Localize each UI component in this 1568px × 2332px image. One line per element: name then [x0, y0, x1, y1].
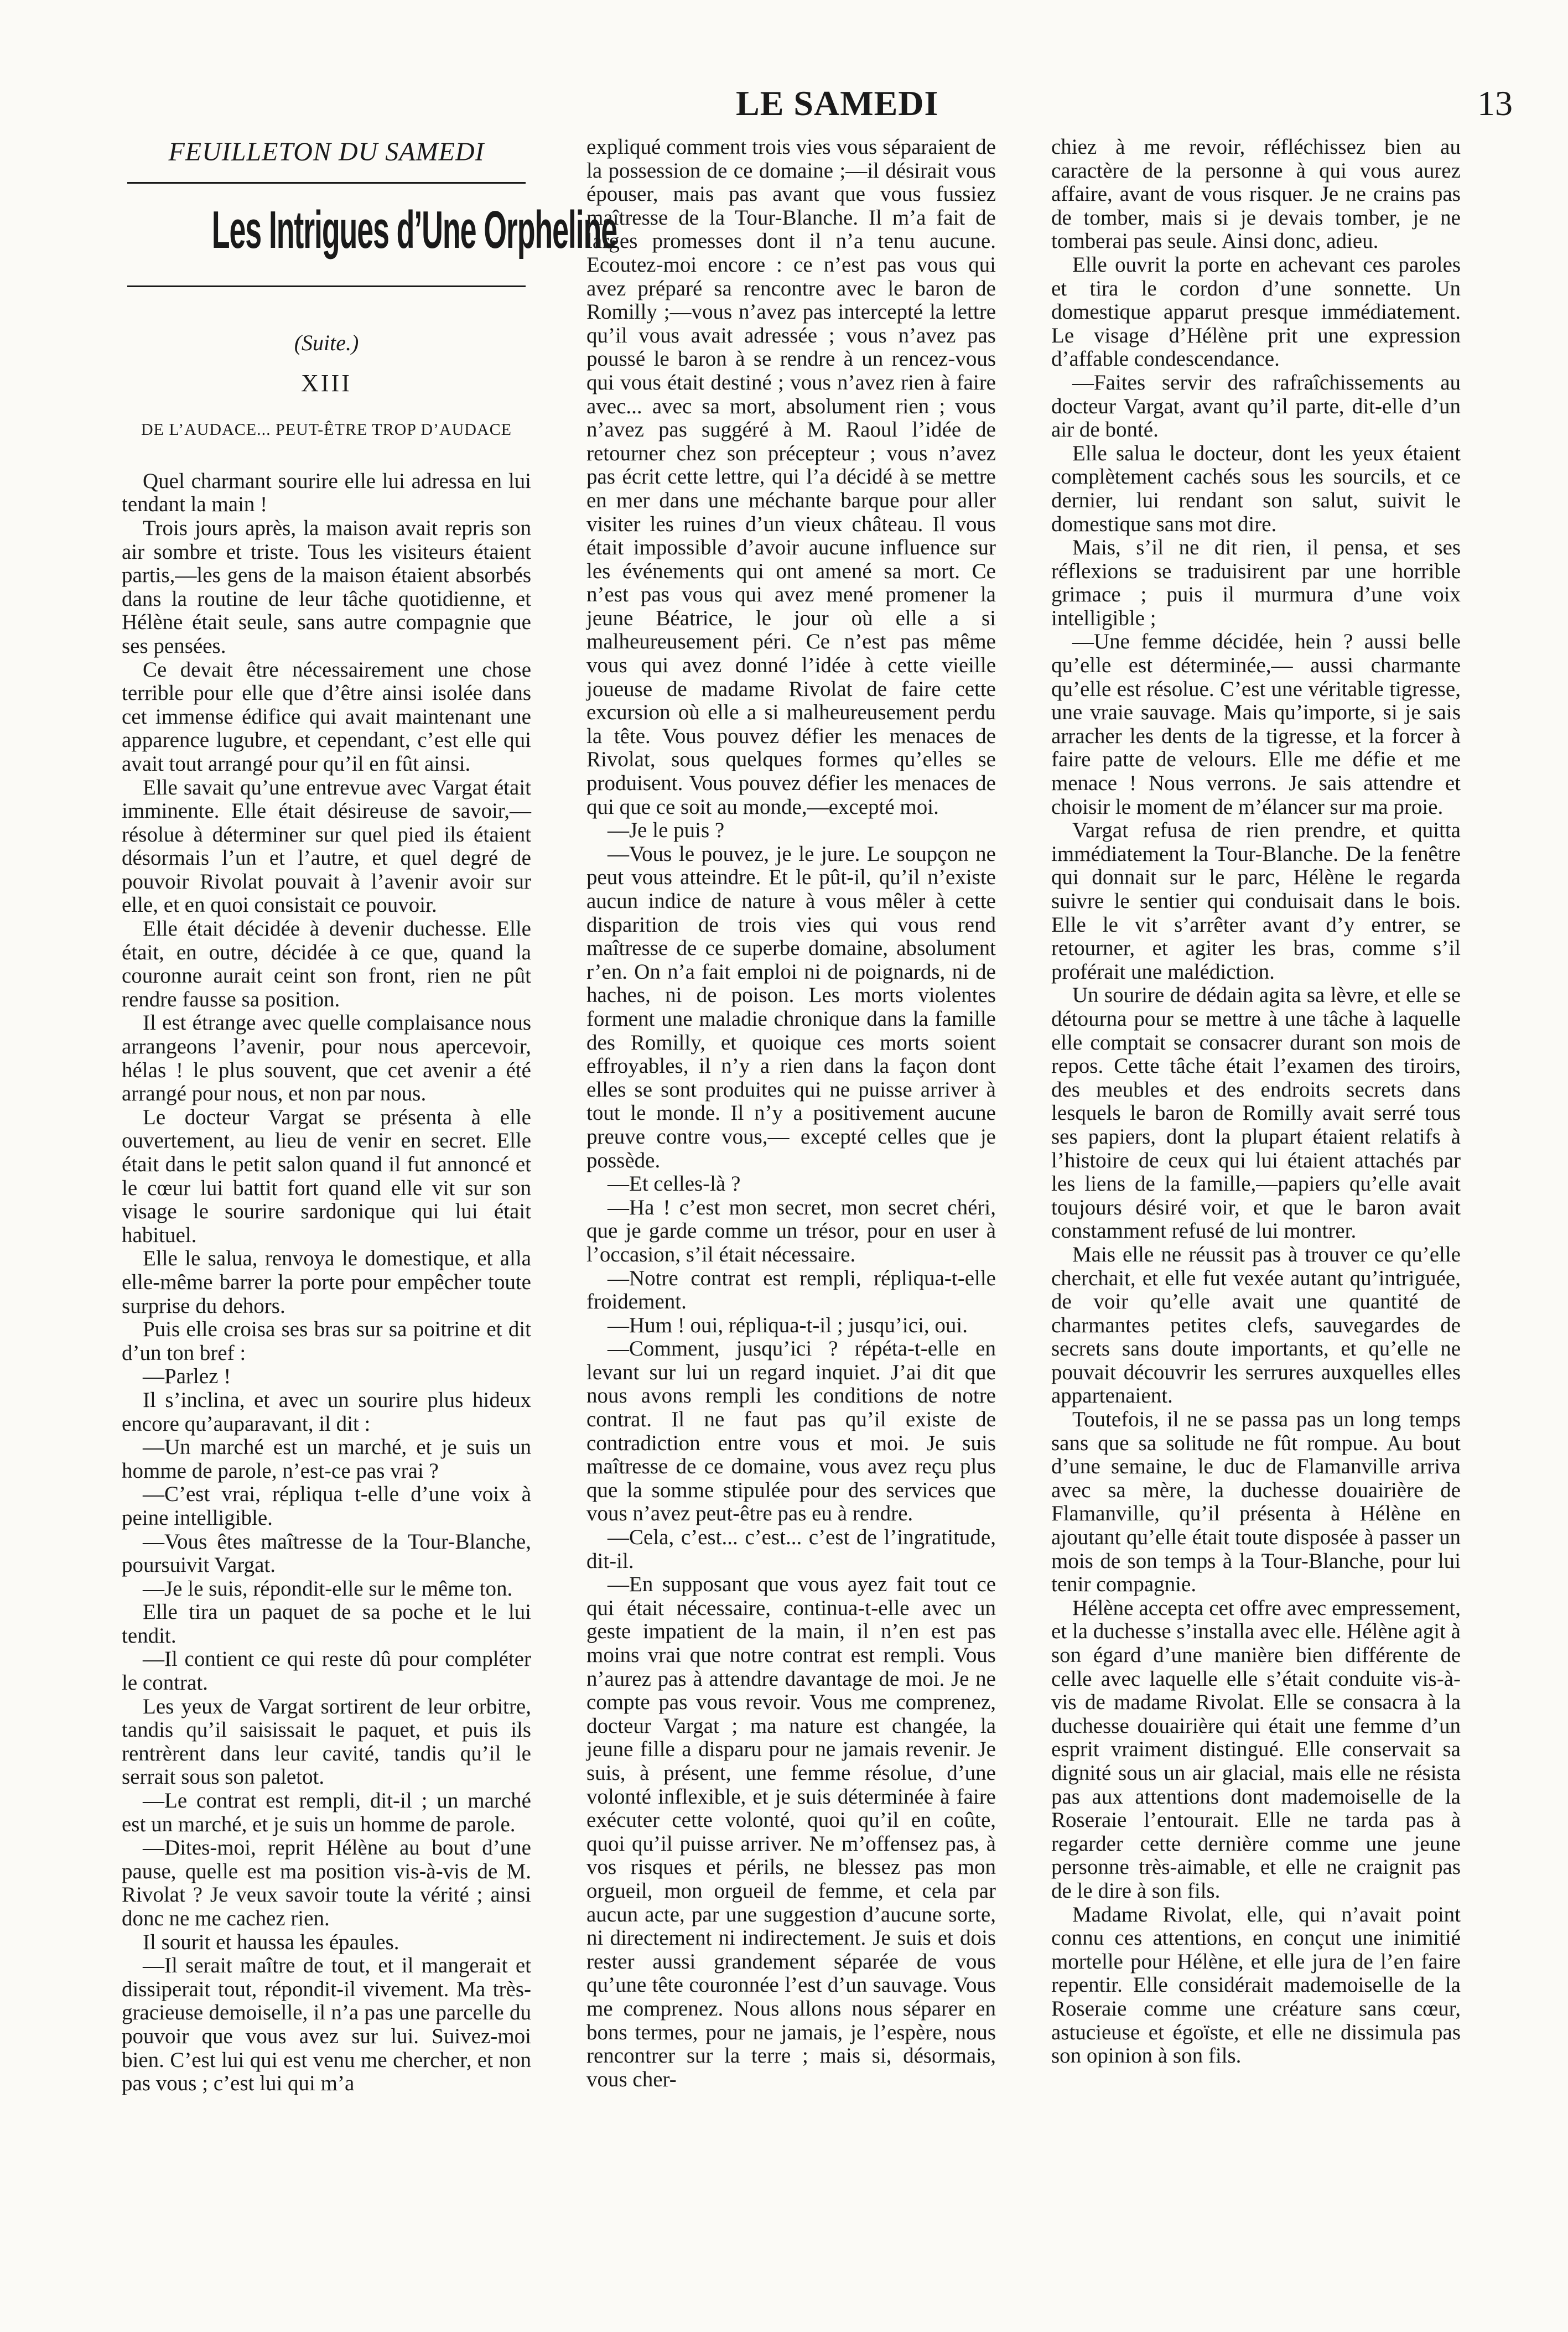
paragraph: —Dites-moi, reprit Hélène au bout d’une pause, quelle est ma position vis-à-vis de M. Rivolat ? Je veux savoir toute la vérité ; ainsi donc ne me cachez rien.: [122, 1836, 531, 1930]
paragraph: —Ha ! c’est mon secret, mon secret chéri, que je garde comme un trésor, pour en user à l’occasion, s’il était nécessaire.: [586, 1195, 996, 1266]
paragraph: Trois jours après, la maison avait repris son air sombre et triste. Tous les visiteurs étaient partis,—les gens de la maison étaient absorbés dans la routine de leur tâche quotidienne, et Hélène était seule, sans autre compagnie que ses pensées.: [122, 516, 531, 658]
paragraph: Mais, s’il ne dit rien, il pensa, et ses réflexions se traduisirent par une horrible grimace ; puis il murmura d’une voix intelligible ;: [1051, 536, 1461, 630]
suite-label: (Suite.): [294, 330, 359, 355]
paragraph: —Parlez !: [143, 1364, 231, 1389]
paragraph: Un sourire de dédain agita sa lèvre, et elle se détourna pour se mettre à une tâche à laquelle elle comptait se consacrer durant son mois de repos. Cette tâche était l’examen des tiroirs, des meubles et des endroits secrets dans lesquels le baron de Romilly avait serré tous ses papiers, dont la plupart étaient relatifs à l’histoire de ceux qui lui étaient attachés par les liens de la famille,—papiers qu’elle avait toujours désiré voir, et que le baron avait constamment refusé de lui montrer.: [1051, 983, 1461, 1243]
paragraph: Vargat refusa de rien prendre, et quitta immédiatement la Tour-Blanche. De la fenêtre qui donnait sur le parc, Hélène le regarda suivre le sentier qui conduisait dans le bois. Elle le vit s’arrêter avant d’y entrer, se retourner, et agiter les bras, comme s’il proférait une malédiction.: [1051, 818, 1461, 984]
paragraph: —Il contient ce qui reste dû pour compléter le contrat.: [122, 1647, 531, 1695]
paragraph: Elle était décidée à devenir duchesse. Elle était, en outre, décidée à ce que, quand la couronne aurait ceint son front, rien ne pût rendre fausse sa position.: [122, 917, 531, 1011]
paragraph: Ce devait être nécessairement une chose terrible pour elle que d’être ainsi isolée dans cet immense édifice qui avait maintenant une apparence lugubre, et cependant, c’est elle qui avait tout arrangé pour qu’il en fût ainsi.: [122, 657, 531, 776]
paragraph: Le docteur Vargat se présenta à elle ouvertement, au lieu de venir en secret. Elle était dans le petit salon quand il fut annoncé et le cœur lui battit fort quand elle vit sur son visage le sourire sardonique qui lui était habituel.: [122, 1105, 531, 1247]
column-2: [586, 136, 996, 2091]
paragraph: Il est étrange avec quelle complaisance nous arrangeons l’avenir, pour nous apercevoir, hélas ! le plus souvent, que cet avenir a été arrangé pour nous, et non par nous.: [122, 1011, 531, 1106]
paragraph: —Le contrat est rempli, dit-il ; un marché est un marché, et je suis un homme de parole.: [122, 1789, 531, 1836]
paragraph: —Hum ! oui, répliqua-t-il ; jusqu’ici, oui.: [608, 1313, 968, 1337]
column-3-body: [1051, 136, 1461, 2068]
title-rule: [127, 182, 526, 184]
paragraph: Elle ouvrit la porte en achevant ces paroles et tira le cordon d’une sonnette. Un domestique apparut presque immédiatement. Le visage d’Hélène prit une expression d’affable condescendance.: [1051, 252, 1461, 371]
paragraph: Mais elle ne réussit pas à trouver ce qu’elle cherchait, et elle fut vexée autant qu’intriguée, de voir qu’elle avait une quantité de charmantes petites clefs, sauvegardes de secrets sans doute importants, et qu’elle ne pouvait découvrir les serrures auxquelles elles appartenaient.: [1051, 1242, 1461, 1408]
column-3: [1051, 136, 1461, 2068]
paragraph: Toutefois, il ne se passa pas un long temps sans que sa solitude ne fût rompue. Au bout d’une semaine, le duc de Flamanville arriva avec sa mère, la duchesse douairière de Flamanville, qu’il présenta à Hélène en ajoutant qu’elle était toute disposée à passer un mois de son temps à la Tour-Blanche, pour lui tenir compagnie.: [1051, 1407, 1461, 1597]
paragraph: Elle tira un paquet de sa poche et le lui tendit.: [122, 1600, 531, 1648]
paragraph: —Cela, c’est... c’est... c’est de l’ingratitude, dit-il.: [586, 1525, 996, 1573]
paragraph: —Vous le pouvez, je le jure. Le soupçon ne peut vous atteindre. Et le pût-il, qu’il n’existe aucun indice de nature à vous mêler à cette disparition de trois vies qui vous rend maîtresse de ce superbe domaine, absolument r’en. On n’a fait emploi ni de poignards, ni de haches, ni de poison. Les morts violentes forment une maladie chronique dans la famille des Romilly, et quoique ces morts soient effroyables, il n’y a rien dans la façon dont elles se sont produites qui ne puisse arriver à tout le monde. Il n’y a positivement aucune preuve contre vous,— excepté celles que je possède.: [586, 842, 996, 1172]
title-rule-bottom: [127, 285, 526, 287]
paragraph: —Il serait maître de tout, et il mangerait et dissiperait tout, répondit-il vivement. Ma très-gracieuse demoiselle, il n’a pas une parcelle du pouvoir que vous avez sur lui. Suivez-moi bien. C’est lui qui est venu me chercher, et non pas vous ; c’est lui qui m’a: [122, 1954, 531, 2096]
paragraph: Les yeux de Vargat sortirent de leur orbitre, tandis qu’il saisissait le paquet, et puis ils rentrèrent dans leur cavité, tandis qu’il le serrait sous son paletot.: [122, 1694, 531, 1789]
running-title: LE SAMEDI: [736, 84, 939, 123]
column-1-body: [122, 470, 531, 2096]
paragraph: —Je le suis, répondit-elle sur le même ton.: [143, 1576, 513, 1601]
paragraph: Il sourit et haussa les épaules.: [143, 1930, 399, 1954]
paragraph: Elle le salua, renvoya le domestique, et alla elle-même barrer la porte pour empêcher toute surprise du dehors.: [122, 1246, 531, 1318]
column-1: [122, 136, 617, 2096]
paragraph: —Et celles-là ?: [608, 1172, 741, 1196]
paragraph: expliqué comment trois vies vous séparaient de la possession de ce domaine ;—il désirait vous épouser, mais pas avant que vous fussiez maîtresse de la Tour-Blanche. Il m’a fait de larges promesses dont il n’a tenu aucune. Ecoutez-moi encore : ce n’est pas vous qui avez préparé sa rencontre avec le baron de Romilly ;—vous n’avez pas intercepté la lettre qu’il vous avait adressée ; vous n’avez pas poussé le baron à se rendre à un rencez-vous qui vous était destiné ; vous n’avez rien à faire avec... avec sa mort, absolument rien ; vous n’avez pas suggéré à M. Raoul l’idée de retourner chez son précepteur ; vous n’avez pas écrit cette lettre, qui l’a décidé à se mettre en mer dans une méchante barque pour aller visiter les ruines d’un vieux château. Il vous était impossible d’avoir aucune influence sur les événements qui ont amené sa mort. Ce n’est pas vous qui avez mené promener la jeune Béatrice, le jour où elle a si malheureusement péri. Ce n’est pas même vous qui avez donné l’idée à cette vieille joueuse de madame Rivolat de faire cette excursion où elle a si malheureusement perdu la tête. Vous pouvez défier les menaces de Rivolat, sous quelques formes qu’elles se produisent. Vous pouvez défier les menaces de qui que ce soit au monde,—excepté moi.: [586, 135, 996, 819]
column-2-body: [586, 136, 996, 2091]
paragraph: —Vous êtes maîtresse de la Tour-Blanche, poursuivit Vargat.: [122, 1529, 531, 1577]
paragraph: Quel charmant sourire elle lui adressa en lui tendant la main !: [122, 469, 531, 517]
paragraph: Puis elle croisa ses bras sur sa poitrine et dit d’un ton bref :: [122, 1317, 531, 1365]
paragraph: Elle savait qu’une entrevue avec Vargat était imminente. Elle était désireuse de savoir,—résolue à déterminer sur quel pied ils étaient désormais l’un et l’autre, et quel degré de pouvoir Rivolat pouvait à l’avenir avoir sur elle, et en quoi consistait ce pouvoir.: [122, 775, 531, 917]
paragraph: Madame Rivolat, elle, qui n’avait point connu ces attentions, en conçut une inimitié mortelle pour Hélène, et elle jura de l’en faire repentir. Elle considérait mademoiselle de la Roseraie comme une créature sans cœur, astucieuse et égoïste, et elle ne dissimula pas son opinion à son fils.: [1051, 1902, 1461, 2068]
feuilleton-label: FEUILLETON DU SAMEDI: [168, 137, 485, 167]
story-title: Les Intrigues d’Une Orpheline: [211, 200, 617, 259]
paragraph: —Comment, jusqu’ici ? répéta-t-elle en levant sur lui un regard inquiet. J’ai dit que nous avons rempli les conditions de notre contrat. Il ne faut pas qu’il existe de contradiction entre vous et moi. Je suis maîtresse de ce domaine, vous avez reçu plus que la somme stipulée pour des services que vous n’avez peut-être pas eu à rendre.: [586, 1337, 996, 1526]
chapter-title: DE L’AUDACE... PEUT-ÊTRE TROP D’AUDACE: [141, 420, 512, 439]
page-header: [0, 0, 1568, 138]
paragraph: —Je le puis ?: [608, 818, 725, 843]
paragraph: chiez à me revoir, réfléchissez bien au caractère de la personne à qui vous aurez affaire, avant de vous risquer. Je ne crains pas de tomber, mais si je devais tomber, je ne tomberai pas seule. Ainsi donc, adieu.: [1051, 135, 1461, 253]
chapter-number: XIII: [301, 369, 352, 397]
paragraph: —Une femme décidée, hein ? aussi belle qu’elle est déterminée,— aussi charmante qu’elle est résolue. C’est une véritable tigresse, une vraie sauvage. Mais qu’importe, si je sais arracher les dents de la tigresse, et la forcer à faire patte de velours. Elle me défie et me menace ! Nous verrons. Je sais attendre et choisir le moment de m’élancer sur ma proie.: [1051, 630, 1461, 819]
paragraph: —Un marché est un marché, et je suis un homme de parole, n’est-ce pas vrai ?: [122, 1435, 531, 1483]
paragraph: —Faites servir des rafraîchissements au docteur Vargat, avant qu’il parte, dit-elle d’un air de bonté.: [1051, 370, 1461, 442]
paragraph: Elle salua le docteur, dont les yeux étaient complètement cachés sous les sourcils, et ce dernier, lui rendant son salut, suivit le domestique sans mot dire.: [1051, 441, 1461, 536]
paragraph: —C’est vrai, répliqua t-elle d’une voix à peine intelligible.: [122, 1482, 531, 1530]
paragraph: —Notre contrat est rempli, répliqua-t-elle froidement.: [586, 1266, 996, 1314]
page-number: 13: [1477, 84, 1513, 123]
paragraph: —En supposant que vous ayez fait tout ce qui était nécessaire, continua-t-elle avec un geste impatient de la main, il n’en est pas moins vrai que notre contrat est rempli. Vous n’aurez pas à attendre davantage de moi. Je ne compte pas vous revoir. Vous me comprenez, docteur Vargat ; ma nature est changée, la jeune fille a disparu pour ne jamais revenir. Je suis, à présent, une femme résolue, d’une volonté inflexible, et je suis déterminée à faire exécuter cette volonté, quoi qu’il en coûte, quoi qu’il puisse arriver. Ne m’offensez pas, à vos risques et périls, ne blessez pas mon orgueil, mon orgueil de femme, et cela par aucun acte, par une suggestion d’aucune sorte, ni directement ni indirectement. Je suis et dois rester aussi grandement séparée de vous qu’une tête couronnée l’est d’un sauvage. Vous me comprenez. Nous allons nous séparer en bons termes, pour ne jamais, je l’espère, nous rencontrer sur la terre ; mais si, désormais, vous cher-: [586, 1572, 996, 2091]
paragraph: Il s’inclina, et avec un sourire plus hideux encore qu’auparavant, il dit :: [122, 1388, 531, 1436]
paragraph: Hélène accepta cet offre avec empressement, et la duchesse s’installa avec elle. Hélène agit à son égard d’une manière bien différente de celle avec laquelle elle s’était conduite vis-à-vis de madame Rivolat. Elle se consacra à la duchesse douairière qui était une femme d’un esprit vraiment distingué. Elle conservait sa dignité sous un air glacial, mais elle ne résista pas aux attentions dont mademoiselle de la Roseraie l’entourait. Elle ne tarda pas à regarder cette dernière comme une jeune personne très-aimable, et elle ne craignit pas de le dire à son fils.: [1051, 1596, 1461, 1903]
